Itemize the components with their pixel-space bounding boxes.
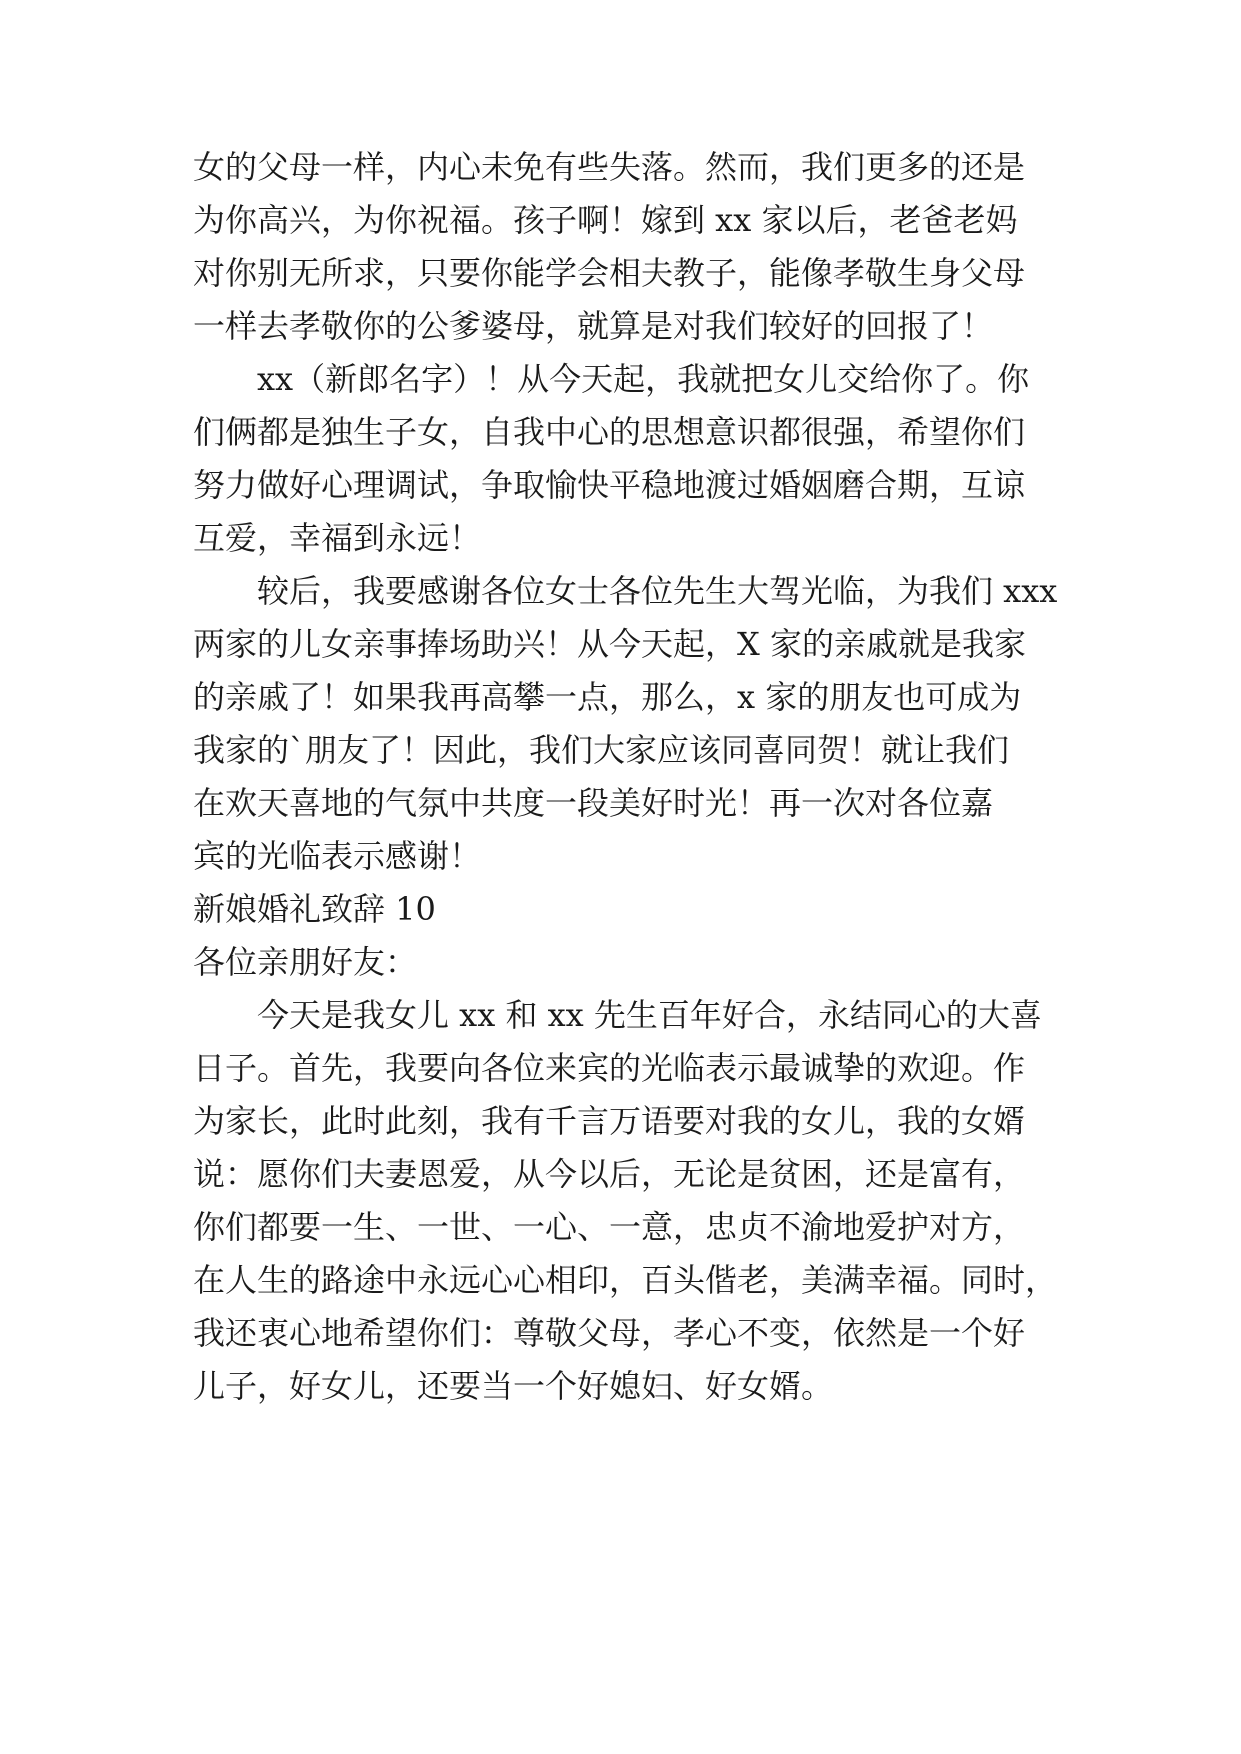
paragraph-3-line-1: 较后，我要感谢各位女士各位先生大驾光临，为我们 xxx (257, 572, 1058, 610)
paragraph-2-line-2: 们俩都是独生子女，自我中心的思想意识都很强，希望你们 (193, 413, 1026, 451)
paragraph-4-line-6: 在人生的路途中永远心心相印，百头偕老，美满幸福。同时， (193, 1261, 1058, 1299)
paragraph-4-line-2: 日子。首先，我要向各位来宾的光临表示最诚挚的欢迎。作 (193, 1049, 1026, 1087)
paragraph-3-line-6: 宾的光临表示感谢！ (193, 837, 482, 875)
paragraph-4-line-1: 今天是我女儿 xx 和 xx 先生百年好合，永结同心的大喜 (257, 996, 1042, 1034)
paragraph-2-line-3: 努力做好心理调试，争取愉快平稳地渡过婚姻磨合期，互谅 (193, 466, 1026, 504)
paragraph-1-line-3: 对你别无所求，只要你能学会相夫教子，能像孝敬生身父母 (193, 254, 1026, 292)
salutation: 各位亲朋好友： (193, 943, 418, 981)
paragraph-1-line-1: 女的父母一样，内心未免有些失落。然而，我们更多的还是 (193, 148, 1026, 186)
paragraph-2-line-4: 互爱，幸福到永远！ (193, 519, 482, 557)
paragraph-2-line-1: xx（新郎名字）！从今天起，我就把女儿交给你了。你 (257, 360, 1030, 398)
paragraph-4-line-3: 为家长，此时此刻，我有千言万语要对我的女儿，我的女婿 (193, 1102, 1026, 1140)
paragraph-1-line-4: 一样去孝敬你的公爹婆母，就算是对我们较好的回报了！ (193, 307, 994, 345)
paragraph-4-line-8: 儿子，好女儿，还要当一个好媳妇、好女婿。 (193, 1367, 834, 1405)
paragraph-3-line-4: 我家的`朋友了！因此，我们大家应该同喜同贺！就让我们 (193, 731, 1010, 769)
paragraph-4-line-7: 我还衷心地希望你们：尊敬父母，孝心不变，依然是一个好 (193, 1314, 1026, 1352)
paragraph-1-line-2: 为你高兴，为你祝福。孩子啊！嫁到 xx 家以后，老爸老妈 (193, 201, 1018, 239)
paragraph-3-line-3: 的亲戚了！如果我再高攀一点，那么，x 家的朋友也可成为 (193, 678, 1022, 716)
paragraph-4-line-5: 你们都要一生、一世、一心、一意，忠贞不渝地爱护对方， (193, 1208, 1026, 1246)
paragraph-4-line-4: 说：愿你们夫妻恩爱，从今以后，无论是贫困，还是富有， (193, 1155, 1026, 1193)
section-title: 新娘婚礼致辞 10 (193, 890, 436, 928)
paragraph-3-line-2: 两家的儿女亲事捧场助兴！从今天起，X 家的亲戚就是我家 (193, 625, 1026, 663)
paragraph-3-line-5: 在欢天喜地的气氛中共度一段美好时光！再一次对各位嘉 (193, 784, 994, 822)
